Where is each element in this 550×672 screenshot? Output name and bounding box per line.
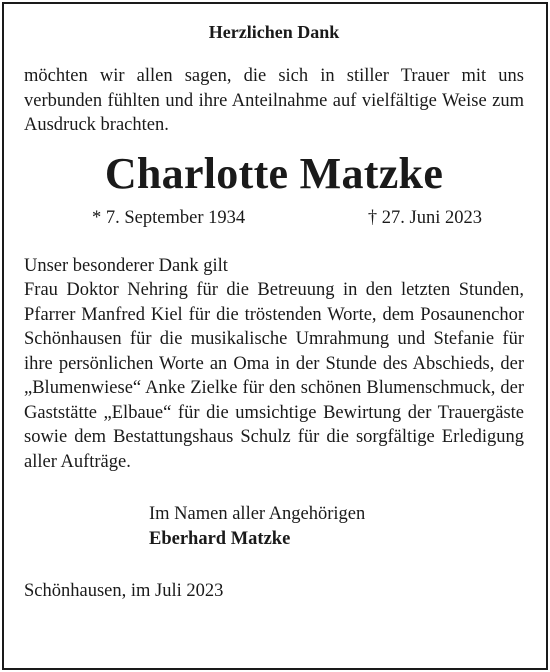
signature-line: Im Namen aller Angehörigen bbox=[149, 504, 366, 524]
death-date: † 27. Juni 2023 bbox=[367, 207, 482, 228]
thanks-section bbox=[24, 254, 524, 475]
intro-paragraph: möchten wir allen sagen, die sich in stiller Trauer mit uns verbunden fühlten und ihre Anteilnahme auf vielfältige Weise zum Ausdruck brachten. bbox=[24, 66, 524, 135]
thanks-lead: Unser besonderer Dank gilt bbox=[24, 255, 228, 276]
place-and-date: Schönhausen, im Juli 2023 bbox=[24, 581, 224, 601]
signer-name: Eberhard Matzke bbox=[149, 528, 291, 549]
life-dates bbox=[24, 206, 524, 230]
obituary-thank-you-notice bbox=[24, 18, 524, 604]
thanks-paragraph: Frau Doktor Nehring für die Betreuung in den letzten Stunden, Pfarrer Manfred Kiel für die tröstenden Worte, dem Posaunenchor Schönhausen für die musikalische Umrahmung und Stefanie für ihre persönlichen Worte an Oma in der Stunde des Abschieds, der „Blumenwiese“ Anke Zielke für den schönen Blumenschmuck, der Gaststätte „Elbaue“ für die umsichtige Bewirtung der Trauergäste sowie dem Bestattungshaus Schulz für die sorgfältige Erledigung aller Aufträge. bbox=[24, 280, 524, 472]
notice-heading: Herzlichen Dank bbox=[208, 22, 340, 42]
deceased-name: Charlotte Matzke bbox=[104, 148, 444, 198]
birth-date: * 7. September 1934 bbox=[92, 207, 246, 228]
signature-block bbox=[24, 502, 524, 551]
